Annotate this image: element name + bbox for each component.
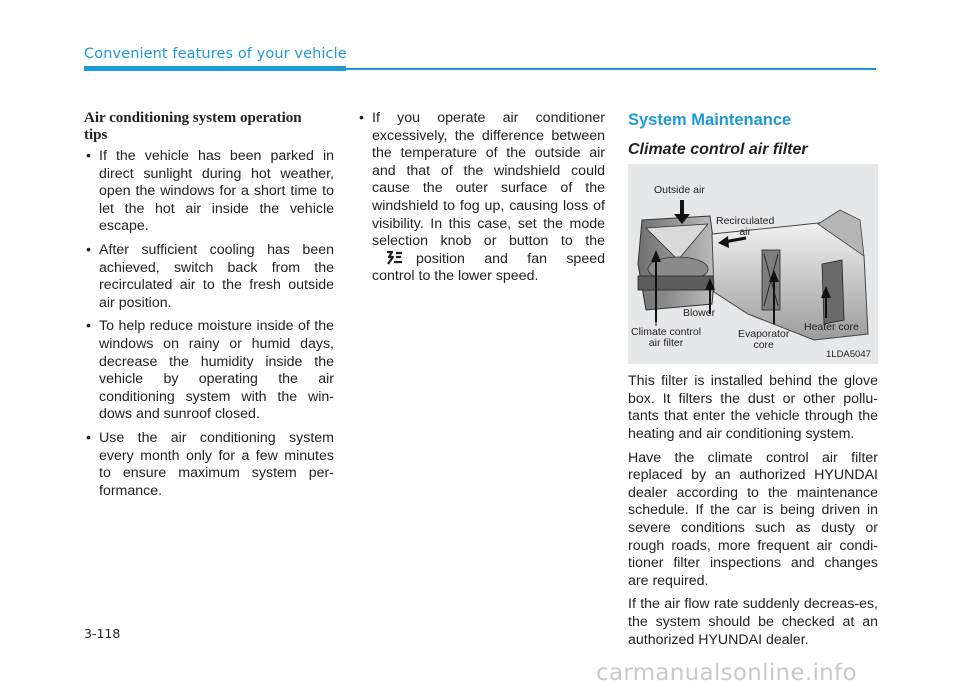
- list-item: • After sufficient cooling has been achieved, switch back from the recirculated air to the fresh outside air position.: [84, 242, 334, 312]
- page-number: 3-118: [84, 626, 121, 641]
- header-rule-thin: [346, 68, 876, 70]
- paragraph: This filter is installed behind the glove box. It filters the dust or other pollu-tants that enter the vehicle through the heating and air conditioning system.: [628, 373, 878, 442]
- label-air-filter: Climate control air filter: [631, 326, 702, 350]
- left-column: [84, 110, 334, 506]
- system-maintenance-title: System Maintenance: [628, 111, 792, 129]
- ac-warning-list: [357, 110, 605, 286]
- label-blower: Blower: [683, 307, 716, 320]
- label-outside-air: Outside air: [654, 184, 705, 197]
- air-filter-subtitle: Climate control air filter: [628, 140, 808, 158]
- watermark: carmanualsonline.info: [596, 660, 857, 686]
- figure-code: 1LDA5047: [826, 349, 871, 361]
- label-evaporator-core: Evaporator core: [738, 328, 790, 352]
- list-item: • If you operate air conditioner excessively, the difference between the temperature of the outside air and that of the windshield could cause the outer surface of the windshield to fog up, causing loss of visibility. In this case, set the mode selection knob or button to theposition and fan speed control to the lower speed.: [357, 110, 605, 286]
- ac-tips-list: [84, 148, 334, 500]
- list-item: • To help reduce moisture inside of the windows on rainy or humid days, decrease the humidity inside the vehicle by operating the air conditioning system with the win-dows and sunroof closed.: [84, 318, 334, 424]
- floor-defrost-mode-icon: [384, 251, 404, 265]
- list-item: • If the vehicle has been parked in direct sunlight during hot weather, open the windows for a short time to let the hot air inside the vehicle escape.: [84, 148, 334, 236]
- paragraph: Have the climate control air filter replaced by an authorized HYUNDAI dealer according to the maintenance schedule. If the car is being driven in severe conditions such as dusty or rough roads, more frequent air condi-tioner filter inspections and changes are required.: [628, 449, 878, 589]
- list-item: • Use the air conditioning system every month only for a few minutes to ensure maximum system per-formance.: [84, 430, 334, 500]
- middle-column: [357, 110, 605, 292]
- label-recirculated-air: Recirculated air: [716, 215, 775, 239]
- right-column: [628, 110, 878, 655]
- ac-tips-heading: Air conditioning system operation tips: [84, 110, 302, 143]
- hvac-unit-illustration: [628, 164, 878, 364]
- header-rule-thick: [84, 66, 346, 71]
- label-heater-core: Heater core: [804, 321, 859, 334]
- section-header-title: Convenient features of your vehicle: [84, 46, 347, 62]
- paragraph: If the air flow rate suddenly decreas-es, the system should be checked at an authorized HYUNDAI dealer.: [628, 596, 878, 648]
